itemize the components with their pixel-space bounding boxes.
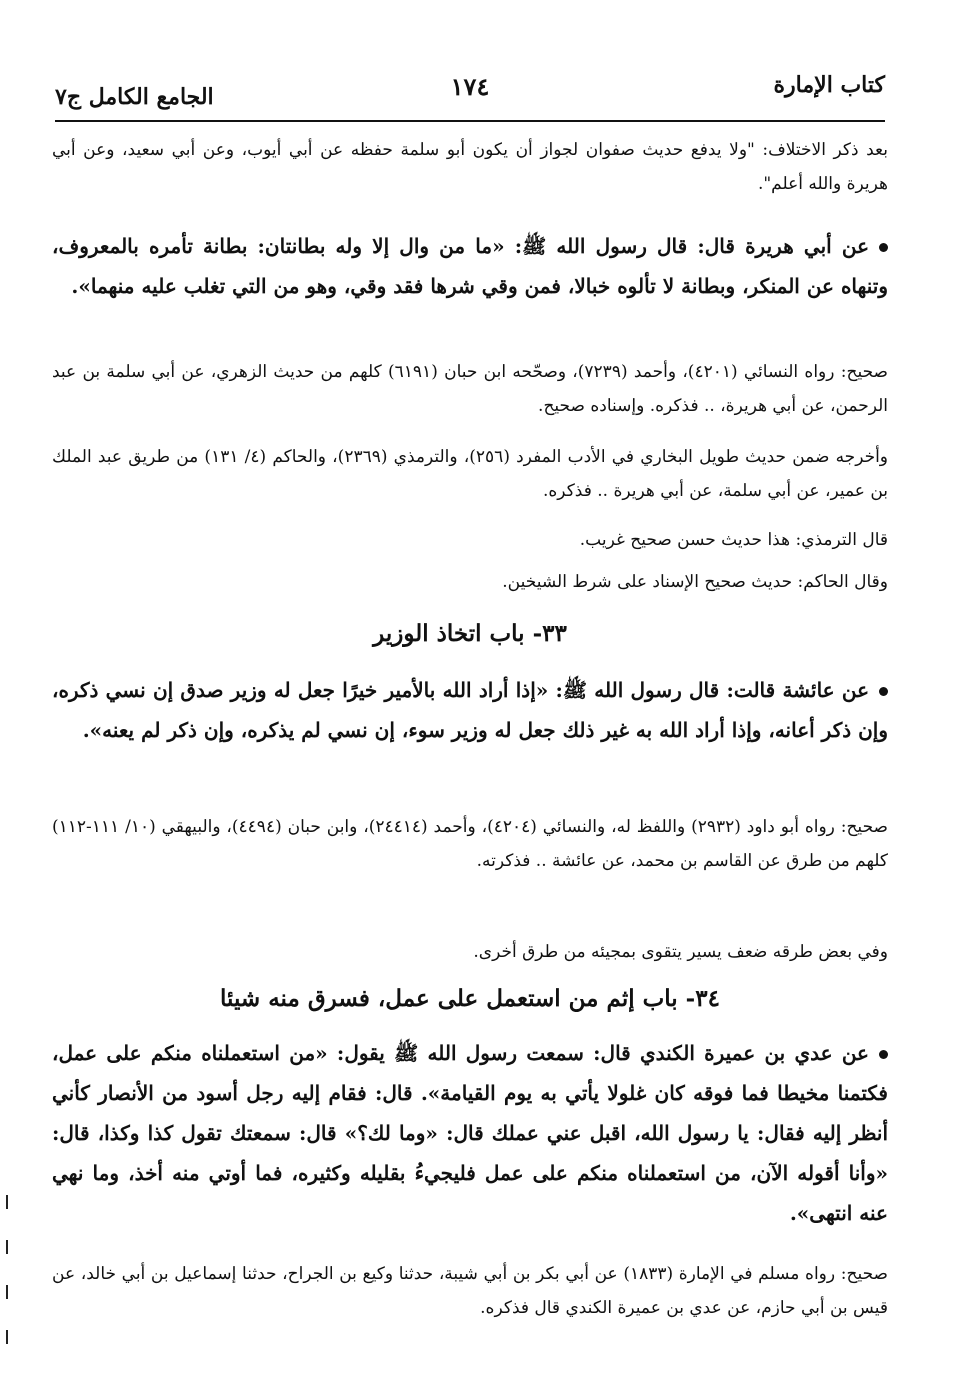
bullet-icon [879,687,888,696]
tirmidhi-verdict: قال الترمذي: هذا حديث حسن صحيح غريب. [579,530,888,550]
bullet-icon [879,1050,888,1059]
hadith-34 [52,1033,888,1233]
bullet-icon [879,243,888,252]
section-33-note: وفي بعض طرقه ضعف يسير يتقوى بمجيئه من طرق أخرى. [473,942,888,962]
section-33-title: ٣٣- باب اتخاذ الوزير [373,620,567,647]
page-header [55,72,885,120]
margin-mark [6,1285,8,1299]
hakim-verdict: وقال الحاكم: حديث صحيح الإسناد على شرط الشيخين. [502,572,888,592]
book-title: كتاب الإمارة [773,72,885,98]
hadith-1-text: عن أبي هريرة قال: قال رسول الله ﷺ: «ما من وال إلا وله بطانتان: بطانة تأمره بالمعروف، وتنهاه عن المنكر، وبطانة لا تألوه خبالا، فمن وقي شرها فقد وقي، وهو من التي تغلب عليه منهما». [52,234,888,298]
intro-note: بعد ذكر الاختلاف: "ولا يدفع حديث صفوان لجواز أن يكون أبو سلمة حفظه عن أبي أيوب، وعن أبي سعيد، وعن أبي هريرة والله أعلم". [52,140,888,194]
margin-mark [6,1240,8,1254]
hadith-1-takhrij-1: صحيح: رواه النسائي (٤٢٠١)، وأحمد (٧٢٣٩)، وصحّحه ابن حبان (٦١٩١) كلهم من حديث الزهري، عن أبي سلمة بن عبد الرحمن، عن أبي هريرة، .. فذكره. وإسناده صحيح. [52,362,888,416]
header-rule [55,120,885,122]
margin-mark [6,1195,8,1209]
series-title: الجامع الكامل ج٧ [55,84,214,110]
page-number: ١٧٤ [450,72,490,101]
hadith-33 [52,670,888,750]
margin-mark [6,1330,8,1344]
hadith-1-takhrij-2: وأخرجه ضمن حديث طويل البخاري في الأدب المفرد (٢٥٦)، والترمذي (٢٣٦٩)، والحاكم (٤/ ١٣١) من طريق عبد الملك بن عمير، عن أبي سلمة، عن أبي هريرة .. فذكره. [52,447,889,501]
hadith-1 [52,226,888,306]
section-34-takhrij: صحيح: رواه مسلم في الإمارة (١٨٣٣) عن أبي بكر بن أبي شيبة، حدثنا وكيع بن الجراح، حدثنا إسماعيل بن أبي خالد، عن قيس بن أبي حازم، عن عدي بن عميرة الكندي قال فذكره. [52,1264,888,1318]
hadith-34-text: عن عدي بن عميرة الكندي قال: سمعت رسول الله ﷺ يقول: «من استعملناه منكم على عمل، فكتمنا مخيطا فما فوقه كان غلولا يأتي به يوم القيامة». قال: فقام إليه رجل أسود من الأنصار كأني أنظر إليه فقال: يا رسول الله، اقبل عني عملك قال: «وما لك؟» قال: سمعتك تقول كذا وكذا، قال: «وأنا أقوله الآن، من استعملناه منكم على عمل فليجيءُ بقليله وكثيره، فما أوتي منه أخذ، وما نهي عنه انتهى». [52,1041,888,1225]
section-33-takhrij: صحيح: رواه أبو داود (٢٩٣٢) واللفظ له، والنسائي (٤٢٠٤)، وأحمد (٢٤٤١٤)، وابن حبان (٤٤٩٤)، والبيهقي (١٠/ ١١١-١١٢) كلهم من طرق عن القاسم بن محمد، عن عائشة .. فذكرته. [52,817,888,871]
hadith-33-text: عن عائشة قالت: قال رسول الله ﷺ: «إذا أراد الله بالأمير خيرًا جعل له وزير صدق إن نسي ذكره، وإن ذكر أعانه، وإذا أراد الله به غير ذلك جعل له وزير سوء، إن نسي لم يذكره، وإن ذكر لم يعنه». [52,678,888,742]
section-34-title: ٣٤- باب إثم من استعمل على عمل، فسرق منه شيئا [220,985,720,1012]
